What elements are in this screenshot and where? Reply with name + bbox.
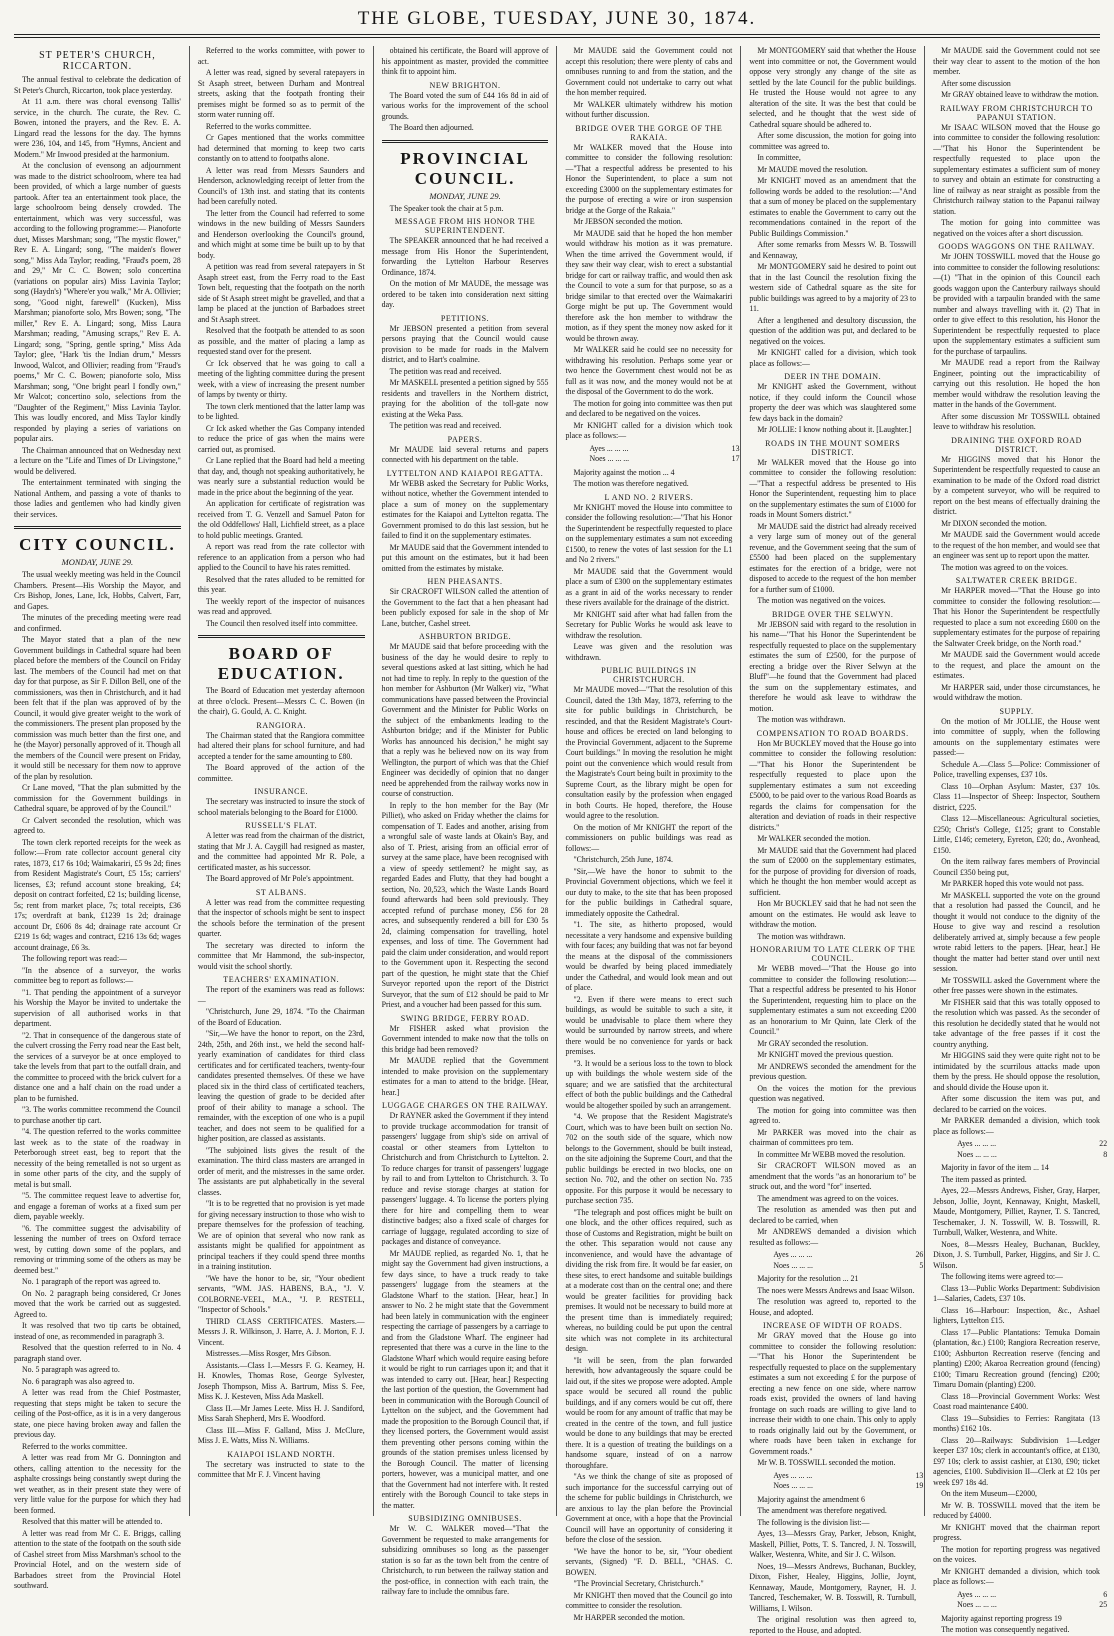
division-row: [957, 1150, 1107, 1161]
paragraph: Mr MAUDE moved the resolution.: [757, 164, 868, 174]
paragraph: Ayes, 13—Messrs Gray, Parker, Jebson, Knight, Maskell, Pilliet, Potts, T. S. Tancred, J. N. Tosswill, Walker, Westenra, White, and Sir J. C. Wilson.: [749, 1529, 917, 1559]
paragraph: After some discussion: [941, 78, 1011, 88]
paragraph: Cr Lane moved, "That the plan submitted by the commission for the Government buildings in Cathedral square, be approved of by the Council.": [14, 783, 181, 813]
paragraph: Mr JEBSON presented a petition from several persons praying that the Council would cause provision to be made for roads in the Malvern district, and to Hart's coalmine.: [381, 323, 549, 364]
paragraph: Mr MAUDE said that the Government intended to put this amount on the estimates, but it had been omitted from the estimates by mistake.: [381, 542, 549, 573]
paragraph: Mr WALKER moved that the House go into committee to consider the following resolution:—"That a respectful address be presented to His Honor the Superintendent, requesting him to place on the supplementary estimates the sum of £1000 for roads in Mount Somers district.": [749, 457, 917, 519]
paragraph: Mr PARKER was moved into the chair as chairman of committees pro tem.: [749, 1127, 917, 1147]
paragraph: The Chairman stated that the Rangiora committee had altered their plans for school furniture, and had accepted a tender for the same amounting to £80.: [197, 730, 365, 761]
section-heading: ASHBURTON BRIDGE.: [418, 632, 512, 641]
paragraph: Class 16—Harbour: Inspection, &c., Ashael lighters, Lyttelton £15.: [933, 1305, 1100, 1325]
column-3: [381, 46, 558, 1596]
paragraph: The Board voted the sum of £44 16s 8d in aid of various works for the improvement of the school grounds.: [381, 90, 549, 121]
section-heading: PUBLIC BUILDINGS IN CHRISTCHURCH.: [601, 666, 697, 684]
paragraph: "The subjoined lists gives the result of the examination. The third class masters are arranged in order of merit, and the mistresses in the same order. The assistants are put alphabetically in the several classes.: [197, 1145, 365, 1197]
division-row: [957, 1139, 1107, 1150]
paragraph: Assistants.—Class I.—Messrs F. G. Kearney, H. H. Knowles, Thomas Rose, George Sylvester, Joseph Thompson, Miss A. Bartrum, Miss S. Fee, Miss K. J. Kesteven, Miss Ada Maskell.: [197, 1360, 365, 1401]
paragraph: Mr MAUDE said the district had already received a very large sum of money out of the general revenue, and the Government seeing that the sum of £5500 had been placed on the supplementary estimates for the erection of a bridge, were not disposed to accede to the request of the hon member for a further sum of £1000.: [749, 521, 917, 594]
paragraph: A letter was read, signed by several ratepayers in St Asaph street, between Durham and Montreal streets, asking that the footpath fronting their premises might be formed so as to permit of the storm water running off.: [197, 68, 365, 119]
section-heading: ROADS IN THE MOUNT SOMERS DISTRICT.: [765, 438, 901, 457]
paragraph: Mr PARKER hoped this vote would not pass.: [941, 879, 1084, 888]
division-row: [957, 1600, 1107, 1611]
paragraph: Mr MAUDE said the Government would accede to the request, and place the amount on the estimates.: [933, 650, 1100, 680]
paragraph: It was resolved that two tip carts be obtained, instead of one, as recommended in paragraph 3.: [14, 1321, 181, 1341]
paragraph: At the conclusion of evensong an adjournment was made to the district schoolroom, where tea had been provided, of which a large number of guests partook. After tea an entertainment took place, the large schoolroom being densely crowded. The entertainment, which was very successful, was according to the following programme:— Pianoforte duet, Misses Marshman; song, "The mystic flower," Rev E. A. Lingard; song, "The maiden's flower song," Miss Ada Taylor; reading, "Fraud's poem, 28 and 29," Mr C. C. Bowen; solo concertina (variations on popular airs) Miss Lavinia Taylor; song (Haydn's) "Where'er you walk," Mr A. Ollivier; song, "Good night, farewell" (Kucken), Miss Marshman; pianoforte solo, Mrs Bowen; song, "The miller," Rev E. A. Lingard; song, Miss Laura Marshman; reading, "Amusing scraps," Rev E. A. Lingard; song, "Spring, gentle spring," Miss Ada Taylor; glee, "Hark 'tis the Indian drum," Messrs Inwood, Walcot, and Ollivier; reading from "Fraud's poems," Mr C. C. Bowen; pianoforte solo, Miss Marshman; song, "One bright pearl I fondly own," Mr Walcot; concertino solo, selections from the "Daughter of the Regiment," Miss Lavinia Taylor. This was loudly encored, and Miss Taylor kindly responded by playing a series of variations on popular airs.: [14, 161, 181, 443]
paragraph: The Council then resolved itself into committee.: [205, 618, 358, 628]
paragraph: The motion for going into committee was then agreed to.: [749, 1105, 917, 1125]
paragraph: Mr WEBB moved—"That the House go into committee to consider the following resolution:—That a respectful address be presented to his Honor the Superintendent, requesting him to place on the supplementary estimates a sum not exceeding £200 as an honorarium to Mr Quinn, late Clerk of the Council.": [749, 964, 917, 1036]
division-label: Noes ... ... ...: [957, 1149, 997, 1159]
paragraph: The SPEAKER announced that he had received a message from His Honor the Superintendent, forwarding the Lyttelton Harbour Reserves Ordinance, 1874.: [381, 236, 549, 277]
columns: [14, 46, 1108, 1635]
paragraph: The minutes of the preceding meeting were read and confirmed.: [14, 613, 181, 633]
article: [198, 635, 365, 1481]
paragraph: Mr KNIGHT said after what had fallen from the Secretary for Public Works he would ask leave to withdraw the resolution.: [565, 609, 733, 640]
division-row: [773, 1471, 923, 1482]
division-list: [957, 1589, 1108, 1611]
section-heading: INSURANCE.: [254, 787, 309, 796]
paragraph: The following report was read:—: [22, 954, 127, 963]
paragraph: Class 19—Subsidies to Ferries: Rangitata (13 months) £162 10s.: [933, 1413, 1100, 1433]
division-label: Noes ... ... ...: [773, 1260, 813, 1270]
paragraph: The motion was consequently negatived.: [941, 1625, 1070, 1634]
paragraph: Referred to the works committee.: [22, 1441, 128, 1451]
paragraph: Mr FISHER asked what provision the Government intended to make now that the tolls on this bridge had been removed?: [381, 1023, 549, 1054]
division-label: Ayes ... ... ...: [957, 1139, 997, 1148]
division-label: Noes ... ... ...: [957, 1600, 997, 1609]
section-heading: INCREASE OF WIDTH OF ROADS.: [763, 1321, 903, 1330]
paragraph: Mr W. C. WALKER moved—"That the Government be requested to make arrangements for subsidizing omnibuses so long as the passenger station is so far as the town belt from the centre of Christchurch, to run between the railway station and the post-office, in connection with each train, the railway fare to include the omnibus fare.: [381, 1524, 549, 1596]
paragraph: The motion was withdrawn.: [757, 715, 846, 724]
paragraph: Mr WALKER moved that the House into committee to consider the following resolution:—"That a respectful address be presented to his Honor the Superintendent, to place a sum not exceeding £3000 on the supplementary estimates for the purpose of erecting a wire or iron suspension bridge at the Gorge of the Rakaia.": [565, 142, 733, 215]
paragraph: In committee,: [757, 153, 801, 162]
paragraph: Mr GRAY seconded the resolution.: [757, 1038, 869, 1048]
paragraph: Majority for the resolution ... 21: [757, 1274, 859, 1283]
article-title: PROVINCIAL COUNCIL.: [382, 140, 549, 189]
paragraph: Resolved that the question referred to in No. 4 paragraph stand over.: [14, 1343, 181, 1363]
division-count: 26: [915, 1250, 924, 1259]
paragraph: The item passed as printed.: [941, 1174, 1027, 1184]
paragraph: Class 12—Miscellaneous: Agricultural societies, £250; Christ's College, £125; grant to Constable Little, £146; cemetery, Eyreton, £20; do., Avonhead, £150.: [933, 814, 1100, 855]
section-heading: LYTTELTON AND KAIAPOI REGATTA.: [386, 468, 544, 478]
article: [14, 50, 181, 520]
paragraph: On No. 2 paragraph being considered, Cr Jones moved that the work be carried out as suggested. Agreed to.: [14, 1288, 181, 1319]
paragraph: The secretary was instructed to state to the committee that Mr F. J. Vincent having: [197, 1459, 365, 1479]
paragraph: Mr HARPER seconded the motion.: [573, 1612, 685, 1622]
paragraph: Class II.—Mr James Leete. Miss H. J. Sandiford, Miss Sarah Shepherd, Mrs E. Woodford.: [197, 1403, 365, 1423]
article: [382, 140, 549, 1598]
paragraph: The noes were Messrs Andrews and Isaac Wilson.: [757, 1285, 915, 1295]
paragraph: At 11 a.m. there was choral evensong Tallis' service, in the church. The curate, the Rev. C. Bowen, intoned the prayers, and the Rev. E. A. Lingard read the lessons for the day. The hymns were 236, 104, and 145, from "Hymns, Ancient and Modern." Mr Inwood presided at the harmonium.: [14, 97, 181, 159]
paragraph: Mr MONTGOMERY said that whether the House went into committee or not, the Government would oppose very strongly any change of the site as settled by the late Council for the public buildings. He trusted the House would not agree to any alteration of the site. It was the best that could be selected, and he thought that the west side of Cathedral square should be adhered to.: [749, 46, 917, 129]
paragraph: Mr MAUDE said that the Government would place a sum of £300 on the supplementary estimates as a grant in aid of the works necessary to render these rivers available for the drainage of the district.: [565, 566, 733, 607]
section-heading: ST ALBANS.: [255, 887, 307, 897]
paragraph: Mr MAUDE said that before proceeding with the business of the day he would desire to reply to several questions asked at last sitting, which he had not had time to reply. In reply to the question of the hon member for Ashburton (Mr Walker) viz, "What communications have passed between the Provincial Government and the Minister for Public Works on the subject of the embankments leading to the Ashburton bridge; and if the Minister for Public Works has announced his decision," he might say that a reply was he believed now on its way from Wellington, the purport of which was that the Chief Engineer was decidedly of opinion that no danger need be apprehended from the railway works now in course of construction.: [381, 642, 549, 798]
paragraph: Mr KNIGHT moved that the chairman report progress.: [933, 1522, 1100, 1542]
article: [14, 526, 181, 1592]
paragraph: Mr KNIGHT demanded a division, which took place as follows:—: [933, 1566, 1100, 1586]
paragraph: Leave was given and the resolution was withdrawn.: [565, 642, 733, 662]
paragraph: Mr KNIGHT moved the previous question.: [757, 1050, 894, 1059]
paragraph: On the motion of Mr MAUDE, the message was ordered to be taken into consideration next sitting day.: [381, 279, 549, 309]
article-title: BOARD OF EDUCATION.: [198, 635, 365, 684]
division-row: [773, 1261, 923, 1272]
paragraph: The secretary was instructed to insure the stock of school materials belonging to the Board for £1000.: [197, 797, 365, 817]
paragraph: Noes, 19—Messrs Andrews, Buchanan, Buckley, Dixon, Fisher, Healey, Higgins, Jollie, Joynt, Kennaway, Maude, Montgomery, Rayner, H. J. Tancred, Teschemaker, W. B. Tosswill, R. Turnbull, Williams, I. Wilson.: [749, 1561, 917, 1613]
paragraph: A letter was read from the chairman of the district, stating that Mr J. A. Caygill had resigned as master, and the committee had appointed Mr R. Pole, a certificated master, as his successor.: [197, 831, 365, 872]
section-heading: DEER IN THE DOMAIN.: [784, 372, 882, 381]
paragraph: The usual weekly meeting was held in the Council Chambers. Present—His Worship the Mayor, and Crs Bishop, Jones, Lane, Ick, Hobbs, Calvert, Farr, and Gapes.: [14, 570, 181, 611]
paragraph: "As we think the change of site as proposed of such importance for the successful carrying out of the scheme for public buildings in Christchurch, we are anxious to lay the plan before the Provincial Government at once, with a hope that the Provincial Council will have an opportunity of considering it before the close of the session.: [565, 1472, 733, 1544]
paragraph: "Christchurch, June 29, 1874. "To the Chairman of the Board of Education.: [197, 1007, 365, 1027]
paragraph: Mr ANDREWS demanded a division which resulted as follows:—: [749, 1227, 917, 1247]
paragraph: Mr MAUDE moved—"That the resolution of this Council, dated the 13th May, 1873, referring to the site for public buildings in Christchurch, be rescinded, and that the Resident Magistrate's Court-house and offices be erected on land belonging to the Provincial Government, adjacent to the Supreme Court buildings." In moving the resolution he might point out the convenience which would result from the Magistrate's Court being built in proximity to the Supreme Court, as the library might be open for consultation easily by the profession when engaged in both Courts. He hoped, therefore, the House would agree to the resolution.: [565, 685, 733, 820]
paragraph: After some discussion the item was put, and declared to be carried on the voices.: [933, 1094, 1100, 1114]
paragraph: Mr KNIGHT called for a division which took place as follows:—: [565, 420, 733, 440]
paragraph: "The telegraph and post offices might be built on one block, and the other offices required, such as those of Customs and Registration, might be built on the other. This separation would not cause any inconvenience, and would have the advantage of dividing the risk from fire. It would be far easier, on these sites, to erect handsome and suitable buildings at a moderate cost than on the central one; and there would be greater facilities for providing back premises. It would not be necessary to build more at the present time than is immediately required; whereas, no building could be put upon the central site which was not complete in its architectural design.: [565, 1207, 733, 1353]
paragraph: The secretary was directed to inform the committee that Mr Hammond, the sub-inspector, would visit the school shortly.: [197, 940, 365, 971]
paragraph: The amendment was therefore negatived.: [757, 1506, 887, 1515]
paragraph: Mr GRAY obtained leave to withdraw the motion.: [941, 90, 1099, 99]
paragraph: Mr JEBSON seconded the motion.: [573, 217, 683, 226]
paragraph: Mr MONTGOMERY said he desired to point out that in the last Council the resolution fixing the western side of Cathedral square as the site for public buildings was agreed to by a majority of 23 to 11.: [749, 262, 917, 313]
paragraph: THIRD CLASS CERTIFICATES. Masters.—Messrs J. R. Wilkinson, J. Harre, A. J. Morton, F. J. Vincent.: [197, 1316, 365, 1347]
column-2: [198, 46, 374, 1516]
paragraph: Mr HARPER moved—"That the House go into committee to consider the following resolution:—That his Honor the Superintendent be respectfully requested to place a sum not exceeding £600 on the supplementary estimates for the purpose of repairing the Saltwater Creek bridge, on the North road.": [933, 586, 1100, 648]
paragraph: Mr KNIGHT then moved that the Council go into committee to consider the resolution.: [565, 1590, 733, 1610]
paragraph: Mr WALKER seconded the motion.: [757, 834, 871, 843]
section-heading: KAIAPOI ISLAND NORTH.: [227, 1449, 336, 1459]
paragraph: Class 10—Orphan Asylum: Master, £37 10s. Class 11—Inspector of Sheep: Inspector, Southern district, £225.: [933, 781, 1100, 812]
paragraph: Mr MAUDE replied that the Government intended to make provision on the supplementary estimates for a man to attend to the bridge. [Hear, hear.]: [381, 1056, 549, 1097]
paragraph: The Chairman announced that on Wednesday next a lecture on the "Life and Times of Dr Livingstone," would be delivered.: [14, 445, 181, 476]
paragraph: "Christchurch, 25th June, 1874.: [573, 855, 673, 864]
paragraph: "It will be seen, from the plan forwarded herewith, how advantageously the square could be laid out, if the sites we propose were adopted. Ample space would be secured all round the public buildings, and if any corners would be cut off, there would be room for any amount of traffic that may be created in the centre of the town, and full justice would be done to any buildings that may be erected there. It is a question of treating the buildings on a handsome square, instead of on a narrow thoroughfare.: [565, 1355, 733, 1470]
dateline: MONDAY, JUNE 29.: [61, 557, 134, 567]
column-4: [565, 46, 741, 1622]
paragraph: A letter was read from Mr G. Donnington and others, calling attention to the necessity for the asphalte crossings being constantly swept during the wet weather, as in their present state they were of very little value for the purpose for which they had been formed.: [14, 1453, 181, 1515]
paragraph: A letter was read from the committee requesting that the inspector of schools might be sent to inspect the schools before the termination of the present quarter.: [197, 897, 365, 938]
paragraph: "4. The question referred to the works committee last week as to the state of the roadway in Peterborough street east, beg to report that the necessity of the being remetalled is not so urgent as in some other parts of the city, and the supply of metal is but small.: [14, 1127, 181, 1189]
paragraph: Mr MAUDE said that he hoped the hon member would withdraw his motion as it was premature. When the time arrived the Government would, if they saw their way clear, wish to erect a substantial bridge for cart or railway traffic, and would then ask the Council to vote a sum for that purpose, so as a bridge similar to that erected over the Waimakariri Gorge might be put up. The Government would therefore ask the hon member to withdraw the motion, as if they spent the money now asked for it would be thrown away.: [565, 228, 733, 343]
column-1: [14, 46, 190, 1590]
paragraph: The motion for going into committee was negatived on the voices after a short discussion.: [933, 218, 1100, 238]
paragraph: No. 1 paragraph of the report was agreed to.: [22, 1277, 161, 1286]
section-heading: SALTWATER CREEK BRIDGE.: [955, 576, 1078, 585]
paragraph: Mr HARPER said, under those circumstances, he would withdraw the motion.: [933, 682, 1100, 702]
section-heading: GOODS WAGGONS ON THE RAILWAY.: [938, 242, 1095, 251]
section-heading: HEN PHEASANTS.: [427, 577, 503, 586]
paragraph: The entertainment terminated with singing the National Anthem, and passing a vote of thanks to those ladies and gentlemen who had kindly given their services.: [14, 478, 181, 519]
paragraph: Class 13—Public Works Department: Subdivision 1—Salaries, Cadets, £37 10s.: [933, 1283, 1100, 1303]
paragraph: Mr MAUDE said the Government would accede to the request of the hon member, and would see that an engineer was sent up to report upon the matter.: [933, 530, 1100, 560]
section-heading: RANGIORA.: [256, 720, 307, 730]
paragraph: After some remarks from Messrs W. B. Tosswill and Kennaway,: [749, 240, 917, 260]
paragraph: Majority against reporting progress 19: [941, 1613, 1062, 1623]
paragraph: Mr KNIGHT moved the House into committee to consider the following resolution:—"That his Honor the Superintendent be respectfully requested to place on the supplementary estimates a sum not exceeding £1500, to renew the votes of last session for the L1 and No 2 rivers.": [565, 502, 733, 564]
paragraph: The report of the examiners was read as follows:—: [197, 985, 365, 1005]
paragraph: On the item Museum—£2000,: [941, 1489, 1038, 1498]
paragraph: Noes, 8—Messrs Healey, Buchanan, Buckley, Dixon, J. S. Turnbull, Parker, Higgins, and Sir J. C. Wilson.: [933, 1239, 1100, 1270]
masthead: THE GLOBE, TUESDAY, JUNE 30, 1874.: [357, 8, 757, 29]
paragraph: Mr WALKER ultimately withdrew his motion without further discussion.: [565, 99, 733, 119]
paragraph: Mr KNIGHT moved as an amendment that the following words be added to the resolution:—"And that a sum of money be placed on the supplementary estimates to enable the Government to carry out the recommendations contained in the report of the Public Buildings Commission.": [749, 176, 917, 238]
paragraph: Resolved that the rates alluded to be remitted for this year.: [197, 574, 365, 594]
paragraph: "6. The committee suggest the advisability of lessening the number of trees on Oxford terrace west, by cutting down some of the poplars, and removing or trimming some of the others as may be deemed best.": [14, 1223, 181, 1275]
paragraph: Cr Ick observed that he was going to call a meeting of the lighting committee during the present week, with a view of increasing the present number of lamps by twenty or thirty.: [197, 358, 365, 399]
paragraph: Majority against the amendment 6: [757, 1494, 865, 1504]
paragraph: Referred to the works committee.: [205, 121, 312, 131]
paragraph: On the item railway fares members of Provincial Council £350 being put,: [933, 857, 1100, 877]
paragraph: "2. Even if there were means to erect such buildings, as would be suitable to such a site, it would be unadvisable to place them where they would be surrounded by narrow streets, and where there would be no convenience for yards or back premises.: [565, 994, 733, 1056]
division-list: [957, 1139, 1108, 1160]
paragraph: "Sir,—We have the honor to submit to the Provincial Government objections, which we feel it our duty to make, to the site that has been proposed for the public buildings in Cathedral square, immediately opposite the Cathedral.: [565, 866, 733, 918]
paragraph: The Board approved of Mr Pole's appointment.: [205, 874, 354, 883]
paragraph: Mr ISAAC WILSON moved that the House go into committee to consider the following resolution:—"That his Honor the Superintendent be respectfully requested to place upon the supplementary estimates a sufficient sum of money to survey and obtain an estimate for constructing a line of railway as near straight as possible from the Christchurch railway station to the Papanui railway station.: [933, 122, 1100, 216]
paragraph: Mr TOSSWILL asked the Government where the other free passes were shown in the estimates.: [933, 975, 1100, 995]
paragraph: After some discussion, the motion for going into committee was agreed to.: [749, 131, 917, 151]
article: [749, 46, 924, 1636]
division-count: 25: [1099, 1600, 1108, 1609]
paragraph: Cr Calvert seconded the resolution, which was agreed to.: [14, 815, 181, 835]
division-row: [773, 1250, 923, 1261]
paragraph: "It is to be regretted that no provision is yet made for giving necessary instruction to those who wish to prepare themselves for the profession of teaching. We are of opinion that several who now rank as assistants might be qualified for appointment as principal teachers if they could spend three months in a training institution.: [197, 1199, 365, 1271]
section-heading: SUPPLY.: [999, 706, 1034, 716]
section-heading: L AND NO. 2 RIVERS.: [604, 492, 694, 502]
division-label: Ayes ... ... ...: [589, 443, 629, 453]
paragraph: The petition was read and received.: [389, 366, 502, 376]
paragraph: Mr GRAY moved that the House go into committee to consider the following resolution:—"That his Honor the Superintendent be respectfully requested to place on the supplementary estimates a sum not exceeding £ for the purpose of erecting a new fence on one side, where narrow roads exist, provided the owners of land having frontage on such roads are willing to give land to increase their width to one chain. This only to apply to roads originally laid out by the Government, or where roads have been taken in exchange for Government roads.": [749, 1331, 917, 1456]
paragraph: The Board approved of the action of the committee.: [197, 763, 365, 783]
section-heading: RUSSELL'S FLAT.: [245, 821, 318, 830]
division-row: [589, 444, 739, 455]
paragraph: Mr MAUDE said the Government could not see their way clear to assent to the motion of the hon member.: [933, 46, 1100, 76]
paragraph: A report was read from the rate collector with reference to an application from a person who had applied to the Council to have his rates remitted.: [197, 542, 365, 572]
section-heading: COMPENSATION TO ROAD BOARDS.: [756, 728, 909, 738]
paragraph: Mr DIXON seconded the motion.: [941, 518, 1047, 528]
paragraph: Sir CRACROFT WILSON moved as an amendment that the words "as an honorarium to" be struck out, and the word "for" inserted.: [749, 1161, 917, 1191]
paragraph: Mistresses.—Miss Rosger, Mrs Gibson.: [205, 1349, 332, 1358]
paragraph: The Board of Education met yesterday afternoon at three o'clock. Present—Messrs C. C. Bowen (in the chair), G. Gould, A. C. Knight.: [197, 686, 365, 716]
paragraph: The annual festival to celebrate the dedication of St Peter's Church, Riccarton, took place yesterday.: [14, 75, 181, 95]
division-list: [773, 1250, 924, 1271]
article: [565, 46, 740, 1623]
paragraph: The letter from the Council had referred to some windows in the new building of Messrs Saunders and Henderson overlooking the Council's ground, and which might at some time be built up to by that body.: [197, 208, 365, 260]
paragraph: The amendment was agreed to on the voices.: [757, 1193, 899, 1203]
paragraph: After some discussion Mr TOSSWILL obtained leave to withdraw his resolution.: [933, 411, 1100, 431]
paragraph: No. 5 paragraph was agreed to.: [22, 1365, 120, 1374]
paragraph: An application for certificate of registration was received from T. G. Venzell and Samuel Paton for the old Oddfellows' Hall, Lichfield street, as a place to hold public meetings. Granted.: [197, 499, 365, 540]
section-heading: SUBSIDIZING OMNIBUSES.: [408, 1514, 522, 1523]
paragraph: A letter was read from Messrs Saunders and Henderson, acknowledging receipt of letter from the Council's of 13th inst. and stating that its contents had been carefully noted.: [197, 165, 365, 206]
paragraph: Mr HIGGINS moved that his Honor the Superintendent be respectfully requested to cause an examination to be made of the Oxford road district by a competent surveyor, who will be required to report on the best means of effectually draining the district.: [933, 454, 1100, 516]
division-count: 22: [1099, 1139, 1108, 1148]
paragraph: Hon Mr BUCKLEY said that he had not seen the amount on the estimates. He would ask leave to withdraw the motion.: [749, 899, 917, 929]
paragraph: Schedule A.—Class 5—Police: Commissioner of Police, travelling expenses, £37 10s.: [933, 759, 1100, 779]
paragraph: "In the absence of a surveyor, the works committee beg to report as follows:—: [14, 965, 181, 985]
paragraph: The Speaker took the chair at 5 p.m.: [389, 203, 504, 213]
paragraph: Referred to the works committee, with power to act.: [197, 46, 365, 66]
section-heading: BRIDGE OVER THE GORGE OF THE RAKAIA.: [575, 123, 723, 142]
paragraph: Class III.—Miss F. Galland, Miss J. McClure, Miss J. E. Watts, Miss N. Williams.: [197, 1425, 365, 1445]
section-heading: LUGGAGE CHARGES ON THE RAILWAY.: [382, 1101, 549, 1110]
paragraph: "3. It would be a serious loss to the town to block up with buildings the whole western side of the square; and we are satisfied that the architectural effect of both the public buildings and the Cathedral would be altogether spoiled by such an arrangement.: [565, 1058, 733, 1110]
paragraph: The Mayor stated that a plan of the new Government buildings in Cathedral square had been placed before the members of the Council on Friday last. The members of the Council had met on that day for that purpose, as Sir F. Dillon Bell, one of the commissioners, was then in Christchurch, and it had been felt that if the plan was approved of by the Council, it would give greater weight to the work of the commissioners. The present plan proposed by the commission was much better than the first one, and he (the Mayor) personally approved of it. Though all the members of the Council were present on Friday, it would still be necessary for them now to approve of the plan by resolution.: [14, 635, 181, 781]
paragraph: Mr MASKELL supported the vote on the ground that a resolution had passed the Council, and he thought it would not conduce to the dignity of the House to give way and rescind a resolution deliberately arrived at, simply because a few people wrote rabid letters to the papers. [Hear, hear.] He thought the matter had better stand over until next session.: [933, 890, 1100, 973]
paragraph: The motion was negatived on the voices.: [757, 596, 886, 605]
division-count: 19: [915, 1481, 924, 1490]
paragraph: The town clerk reported receipts for the week as follow:—From rate collector account general city rates, 1873, £17 6s 10d; Waimakariri, £5 9s 2d; fines from Resident Magistrate's Court, £5 15s; carriers' licenses, £3; refund account stone breaking, £4; deposit on contract forfeited, £2 1s; building license, 5s; rent from market place, 7s; total receipts, £36 17s; overdraft at bank, £1239 1s 2d; drainage account Dr, £606 8s 4d; drainage rate account Cr £219 1s 6d; wages and contract, £216 13s 6d; wages account drainage, £6 3s.: [14, 837, 181, 952]
division-count: 5: [919, 1260, 924, 1270]
paragraph: "The Provincial Secretary, Christchurch.": [573, 1579, 704, 1588]
paragraph: Hon Mr BUCKLEY moved that the House go into committee to consider the following resolution:—"That his Honor the Superintendent be respectfully requested to place upon the supplementary estimates a sum not exceeding £5000, to be paid over to the various Road Boards as regards the claims for compensation for the alteration and deviation of roads in their respective districts.": [749, 738, 917, 832]
paragraph: After a lengthened and desultory discussion, the question of the addition was put, and declared to be negatived on the voices.: [749, 315, 917, 346]
section-heading: SWING BRIDGE, FERRY ROAD.: [400, 1013, 530, 1023]
paragraph: "2. That in consequence of the dangerous state of the culvert crossing the Ferry road near the East belt, the services of a surveyor be at once employed to take the levels from that part to the outfall drain, and the committee to proceed with the brick culvert for a distance one and a half chain on the road under a plan to be furnished.: [14, 1030, 181, 1103]
paragraph: Class 17—Public Plantations: Temuka Domain (plantation, &c.) £100; Rangiora Recreation reserve, £100; Ashburton Recreation reserve (fencing and planting) £200; Akaroa Recreation ground (fencing) £100; Timaru Recreation ground (fencing) £200; Timaru Domain (planting) £200.: [933, 1327, 1100, 1389]
section-heading: TEACHERS' EXAMINATION.: [223, 975, 340, 984]
paragraph: "1. That pending the appointment of a surveyor his Worship the Mayor be invited to undertake the supervision of all authorised works in that department.: [14, 987, 181, 1028]
paragraph: The resolution was agreed to, reported to the House, and adopted.: [749, 1297, 917, 1317]
paragraph: The town clerk mentioned that the latter lamp was to be lighted.: [197, 401, 365, 421]
division-count: 13: [731, 443, 740, 453]
paragraph: The motion was therefore negatived.: [573, 479, 689, 488]
paragraph: Mr MASKELL presented a petition signed by 555 residents and travellers in the Northern district, praying for the abolition of the toll-gate now existing at the Weka Pass.: [381, 378, 549, 419]
paragraph: "5. The committee request leave to advertise for, and engage a foreman of works at a fixed sum per diem, payable weekly.: [14, 1191, 181, 1221]
article-title: ST PETER'S CHURCH, RICCARTON.: [39, 50, 156, 72]
paragraph: Mr MAUDE said that the Government had placed the sum of £2000 on the supplementary estimates, for the purpose of providing for diversion of roads, which he thought the hon member would accept as sufficient.: [749, 845, 917, 897]
section-heading: NEW BRIGHTON.: [429, 80, 501, 90]
paragraph: "4. We propose that the Resident Magistrate's Court, which was to have been built on section No. 702 on the south side of the square, which now belongs to the Government, should be built instead, on the site adjoining the Supreme Court, and that the public buildings be erected in two blocks, one on section No. 702, and the other on section No. 735 opposite. For this purpose it would be necessary to purchase section 735.: [565, 1112, 733, 1205]
article: [382, 46, 549, 134]
section-heading: HONORARIUM TO LATE CLERK OF THE COUNCIL.: [749, 945, 916, 963]
paragraph: The motion was agreed to on the voices.: [941, 562, 1068, 572]
paragraph: Mr MAUDE read a report from the Railway Engineer, pointing out the impracticability of carrying out this resolution. He hoped the hon member would withdraw the resolution leaving the matter in the hands of the Government.: [933, 358, 1100, 409]
paragraph: Class 18—Provincial Government Works: West Coast road maintenance £400.: [933, 1391, 1100, 1411]
paragraph: Mr W. B. TOSSWILL seconded the motion.: [757, 1458, 896, 1467]
division-count: 17: [731, 454, 740, 463]
division-row: [957, 1590, 1107, 1601]
paragraph: Ayes, 22—Messrs Andrews, Fisher, Gray, Harper, Jebson, Jollie, Joynt, Kennaway, Knight, Maskell, Maude, Montgomery, Pilliet, Rayner, T. S. Tancred, Teschemaker, J. N. Tosswill, W. B. Tosswill, R. Turnbull, Walker, Westenra, and White.: [933, 1186, 1100, 1237]
division-row: [589, 454, 739, 465]
section-heading: RAILWAY FROM CHRISTCHURCH TO PAPANUI STATION.: [940, 103, 1093, 122]
paragraph: Dr RAYNER asked the Government if they intend to provide truckage accommodation for transit of passengers' luggage from ship's side on arrival of coastal or other steamers from Lyttelton to Christchurch and from Christchurch to Lyttelton. 2. To reduce charges for transit of passengers' luggage by rail to and from Lyttelton to Christchurch. 3. To reduce and revise storage charges at station for passengers' luggage. 4. To license the porters plying there for hire and compelling them to wear distinctive badges; also a fixed scale of charges for carriage of luggage, regulated according to size of packages and distance of conveyance.: [381, 1111, 549, 1246]
paragraph: Cr Ick asked whether the Gas Company intended to reduce the price of gas when the mains were carried out, as promised.: [197, 423, 365, 454]
column-5: [749, 46, 925, 1635]
paragraph: The original resolution was then agreed to, reported to the House, and adopted.: [749, 1615, 917, 1635]
section-heading: BRIDGE OVER THE SELWYN.: [771, 609, 894, 619]
paragraph: Mr WALKER said he could see no necessity for withdrawing his resolution. Perhaps some year or two hence the Government chest would not be as full as it was now, and the money would not be at the disposal of the Government to do the work.: [565, 345, 733, 396]
paragraph: "We have the honor to be, sir, "Your obedient servants, "WM. JAS. HABENS, B.A., "J. V. COLBORNE-VEEL, M.A., "J. P. RESTELL, "Inspector of Schools.": [197, 1273, 365, 1314]
paragraph: The motion for going into committee was then put and declared to be negatived on the voices.: [565, 398, 733, 418]
paragraph: Mr WEBB asked the Secretary for Public Works, without notice, whether the Government intended to place a sum of money on the supplementary estimates for the Kaiapoi and Lyttelton regatta. The Government promised to do this last session, but he failed to find it on the supplementary estimates.: [381, 478, 549, 540]
paragraph: obtained his certificate, the Board will approve of his appointment as master, provided the committee think fit to appoint him.: [381, 46, 549, 76]
paragraph: The motion for reporting progress was negatived on the voices.: [933, 1544, 1100, 1564]
section-heading: PAPERS.: [447, 434, 483, 444]
section-heading: PETITIONS.: [440, 313, 490, 323]
paragraph: Mr FISHER said that this was totally opposed to the resolution which was passed. As the seconder of this resolution he decidedly stated that he would not take advantage of the free passes if it cost the country anything.: [933, 997, 1100, 1049]
section-heading: DRAINING THE OXFORD ROAD DISTRICT.: [951, 435, 1083, 454]
paragraph: Cr Gapes mentioned that the works committee had determined that morning to keep two carts constantly on to attend to footpaths alone.: [197, 133, 365, 163]
division-list: [773, 1470, 924, 1492]
article: [198, 46, 365, 629]
paragraph: "3. The works committee recommend the Council to purchase another tip cart.: [14, 1105, 181, 1125]
division-label: Noes ... ... ...: [773, 1481, 813, 1490]
division-label: Ayes ... ... ...: [773, 1470, 813, 1480]
masthead-rule: [14, 34, 1100, 38]
paragraph: Mr W. B. TOSSWILL moved that the item be reduced by £4000.: [933, 1500, 1100, 1520]
paragraph: Majority against the motion ... 4: [573, 467, 675, 477]
paragraph: A letter was read from Mr C. E. Briggs, calling attention to the state of the footpath on the south side of Cashel street from Miss Marshman's school to the Provincial Hotel, and on the western side of Barbadoes street from the Provincial Hotel southward.: [14, 1528, 181, 1590]
paragraph: The weekly report of the inspector of nuisances was read and approved.: [197, 596, 365, 616]
paragraph: Mr MAUDE replied, as regarded No. 1, that he might say the Government had given instructions, a few days since, to have a truck ready to take passengers' luggage from the steamers at the Gladstone Wharf to the station. [Hear, hear.] In answer to No. 2 he might state that the Government had been lately in communication with the engineer respecting the carriage of passengers by a carriage to and from the Gladstone Wharf. The engineer had represented that there was a curve in the line to the Gladstone Wharf which would require easing before it would be right to run carriages upon it; and that it was intended to carry out. [Hear, hear.] Respecting the last portion of the question, the Government had been in communication with the Borough Council of Lyttelton on the subject, and the Government had made the proposition to the Borough Council that, if they licensed porters, the Government would assist them preventing other persons coming within the grounds of the station premises unless licensed by the Borough Council. The matter of licensing porters, however, was a municipal matter, and one that the Government had not interfere with. It rested entirely with the Borough Council to take steps in the matter.: [381, 1248, 549, 1510]
division-label: Ayes ... ... ...: [957, 1589, 997, 1599]
dateline: MONDAY, JUNE 29.: [429, 190, 501, 201]
article: [933, 46, 1108, 1636]
paragraph: Mr MAUDE said the Government could not accept this resolution; there were plenty of cabs and omnibuses running to and from the station, and the Government could not undertake to carry out what the hon member required.: [565, 46, 733, 97]
paragraph: The following is the division list:—: [757, 1517, 870, 1527]
division-count: 6: [1103, 1589, 1108, 1599]
paragraph: Class 20—Railways: Subdivision 1—Ledger keeper £37 10s; clerk in accountant's office, at £130, £97 10s; clerk to assist cashier, at £130, £90; ticket agencies, £100. Subdivision II—Clerk at £2 10s per week £97 18s 4d.: [933, 1435, 1100, 1487]
paragraph: Mr JEBSON said with regard to the resolution in his name—"That his Honor the Superintendent be respectfully requested to place on the supplementary estimates the sum of £2500, for the purpose of erecting a bridge over the River Selwyn at the Bluff"—he found that the Government had placed the sum on the supplementary estimates, and therefore he would ask leave to withdraw the motion.: [749, 619, 917, 713]
paragraph: The resolution as amended was then put and declared to be carried, when: [749, 1205, 917, 1225]
paragraph: Mr PARKER demanded a division, which took place as follows:—: [933, 1116, 1100, 1136]
paragraph: The Board then adjourned.: [389, 123, 474, 132]
paragraph: Mr ANDREWS seconded the amendment for the previous question.: [749, 1061, 917, 1081]
paragraph: Cr Lane replied that the Board had held a meeting that day, and, though not speaking authoritatively, he was nearly sure a substantial reduction would be made in the price about the beginning of the year.: [197, 456, 365, 497]
division-row: [773, 1481, 923, 1492]
paragraph: Mr MAUDE laid several returns and papers connected with his department on the table.: [381, 444, 549, 464]
paragraph: Resolved that this matter will be attended to.: [22, 1517, 163, 1526]
paragraph: Mr HIGGINS said they were quite right not to be intimidated by the scurrilous attacks made upon them by the press. He should oppose the resolution, and should divide the House upon it.: [933, 1051, 1100, 1092]
paragraph: The petition was read and received.: [389, 421, 502, 430]
paragraph: Mr KNIGHT asked the Government, without notice, if they could inform the Council whose property the deer was which was slaughtered some few days back in the domain?: [749, 382, 917, 423]
paragraph: "Sir,—We have the honor to report, on the 23rd, 24th, 25th, and 26th inst., we held the second half-yearly examination of candidates for third class certificates and for certificated teachers, twenty-four candidates presented themselves. Of these we have placed six in the third class of certificated teachers, leaving the question of grade to be decided after proof of their ability to manage a school. The remainder, with the exception of one who is a pupil teacher, and does not seem to be qualified for a higher position, are classed as assistants.: [197, 1029, 365, 1143]
division-label: Noes ... ... ...: [589, 454, 630, 463]
paragraph: On the voices the motion for the previous question was negatived.: [749, 1083, 917, 1103]
paragraph: Majority in favor of the item ... 14: [941, 1163, 1049, 1172]
division-count: 13: [915, 1470, 924, 1480]
paragraph: "1. The site, as hitherto proposed, would necessitate a very handsome and expensive building with four faces; any building that was not far beyond the means at the disposal of the commissioners would be dwarfed by being placed immediately under the Cathedral, and would look mean and out of place.: [565, 920, 733, 992]
paragraph: Mr JOLLIE: I know nothing about it. [Laughter.]: [757, 425, 912, 434]
column-6: [933, 46, 1108, 1634]
paragraph: The motion was withdrawn.: [757, 931, 846, 941]
paragraph: No. 6 paragraph was also agreed to.: [22, 1376, 135, 1386]
division-label: Ayes ... ... ...: [773, 1250, 813, 1259]
paragraph: The following items were agreed to:—: [941, 1272, 1063, 1281]
paragraph: A letter was read from the Chief Postmaster, requesting that steps might be taken to secure the ceiling of the Post-office, as it is in a very dangerous state, one piece having broken away and fallen the previous day.: [14, 1388, 181, 1439]
paragraph: Mr JOHN TOSSWILL moved that the House go into committee to consider the following resolutions:—(1) "That in the opinion of this Council each goods waggon upon the Canterbury railways should be provided with a tarpaulin branded with the same number and always travelling with it. (2) That in order to give effect to this resolution, his Honor the Superintendent be respectfully requested to place upon the supplementary estimates a sufficient sum for the purchase of tarpaulins.: [933, 252, 1100, 356]
section-heading: MESSAGE FROM HIS HONOR THE SUPERINTENDENT.: [394, 217, 536, 235]
paragraph: "We have the honor to be, sir, "Your obedient servants, (Signed) "F. D. BELL, "CHAS. C. BOWEN.: [565, 1546, 733, 1577]
paragraph: Sir CRACROFT WILSON called the attention of the Government to the fact that a hen pheasant had been publicly exposed for sale in the shop of Mr Lane, butcher, Cashel street.: [381, 587, 549, 628]
paragraph: Resolved that the footpath be attended to as soon as possible, and the matter of placing a lamp as requested stand over for the present.: [197, 326, 365, 356]
paragraph: On the motion of Mr KNIGHT the report of the commissioners on public buildings was read as follows:—: [565, 822, 733, 853]
division-count: 8: [1103, 1149, 1108, 1159]
paragraph: In committee Mr WEBB moved the resolution.: [757, 1149, 906, 1159]
division-list: [589, 443, 740, 465]
paragraph: In reply to the hon member for the Bay (Mr Pilliet), who asked on Friday whether the claims for compensation of T. Eades and another, arising from a wrongful sale of waste lands at Okain's Bay, and also of T. Priest, arising from an official error of survey at the same place, have been recognised with a view of speedy settlement? he might say, as regarded Eades and Flutty, that they had bought a section, No. 20,523, which the Waste Lands Board found afterwards had been sold previously. They accepted refund of purchase money, £56 for 28 acres, and subsequently rendered a bill for £30 5s 2d, claiming compensation for travelling, hotel expenses, and loss of time. The Government had paid the claim under consideration, and would report to the Government upon it. Respecting the second part of the question, he might state that the Chief Surveyor reported upon the report of the District Surveyor, that the sum of £12 should be paid to Mr Priest, and a voucher had been passed for this sum.: [381, 800, 549, 1009]
article-title: CITY COUNCIL.: [14, 526, 181, 555]
paragraph: A petition was read from several ratepayers in St Asaph street east, from the Ferry road to the East Town belt, requesting that the footpath on the north side of St Asaph street might be gravelled, and that a lamp be placed at the junction of Barbadoes street and St Asaph street.: [197, 262, 365, 324]
paragraph: On the motion of Mr JOLLIE, the House went into committee of supply, when the following amounts on the supplementary estimates were passed:—: [933, 716, 1100, 757]
paragraph: Mr KNIGHT called for a division, which took place as follows:—: [749, 348, 917, 368]
